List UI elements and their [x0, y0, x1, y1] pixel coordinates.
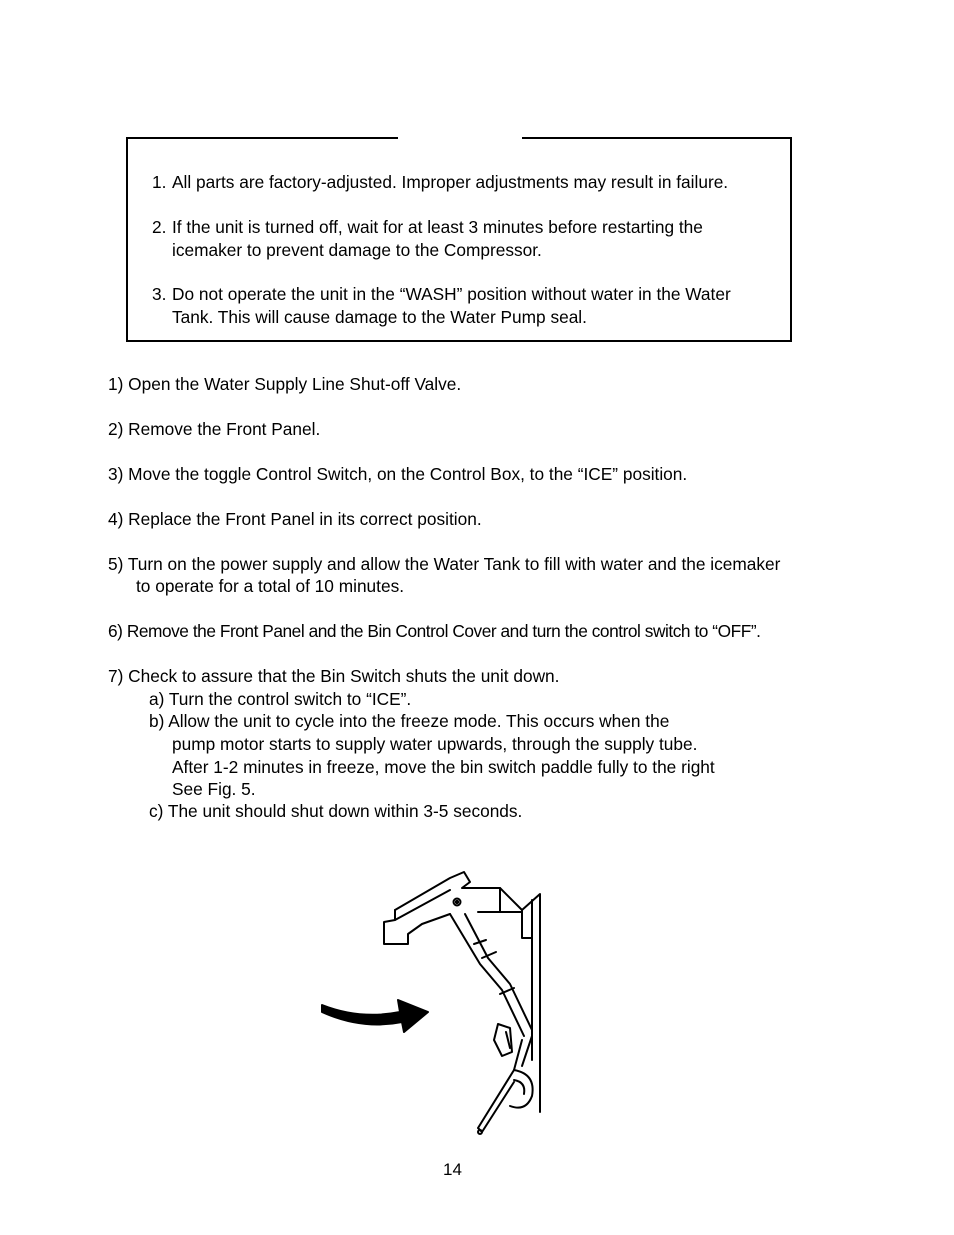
page-number: 14	[443, 1160, 462, 1179]
step-3: 3) Move the toggle Control Switch, on the Control Box, to the “ICE” position.	[108, 464, 688, 484]
note-3	[152, 283, 769, 329]
step-5-cont: to operate for a total of 10 minutes.	[136, 576, 405, 596]
note-text-cont: Tank. This will cause damage to the Water Pump seal.	[172, 307, 587, 327]
caution-box-title-gap	[398, 135, 522, 141]
step-2: 2) Remove the Front Panel.	[108, 419, 321, 439]
note-1	[152, 171, 769, 194]
note-number: 1.	[152, 172, 167, 192]
step-6: 6) Remove the Front Panel and the Bin Control Cover and turn the control switch to “OFF”.	[108, 621, 761, 641]
step-7b-cont-1: pump motor starts to supply water upwards, through the supply tube.	[172, 734, 698, 754]
step-7b-cont-2: After 1-2 minutes in freeze, move the bin switch paddle fully to the right	[172, 757, 715, 777]
step-5: 5) Turn on the power supply and allow the Water Tank to fill with water and the icemaker	[108, 554, 781, 574]
step-7: 7) Check to assure that the Bin Switch shuts the unit down.	[108, 666, 560, 686]
note-text-cont: icemaker to prevent damage to the Compressor.	[172, 240, 542, 260]
step-4: 4) Replace the Front Panel in its correct position.	[108, 509, 482, 529]
step-1: 1) Open the Water Supply Line Shut-off Valve.	[108, 374, 462, 394]
step-7c: c) The unit should shut down within 3-5 seconds.	[149, 801, 523, 821]
note-2	[152, 216, 769, 262]
note-text: Do not operate the unit in the “WASH” position without water in the Water	[172, 284, 731, 304]
step-7a: a) Turn the control switch to “ICE”.	[149, 689, 412, 709]
note-number: 3.	[152, 284, 167, 304]
arrow-right-icon	[322, 1000, 428, 1032]
bin-switch-figure	[300, 860, 560, 1150]
step-7b-cont-3: See Fig. 5.	[172, 779, 256, 799]
note-number: 2.	[152, 217, 167, 237]
note-text: If the unit is turned off, wait for at least 3 minutes before restarting the	[172, 217, 703, 237]
step-7b: b) Allow the unit to cycle into the freeze mode. This occurs when the	[149, 711, 670, 731]
note-text: All parts are factory-adjusted. Improper adjustments may result in failure.	[172, 172, 729, 192]
